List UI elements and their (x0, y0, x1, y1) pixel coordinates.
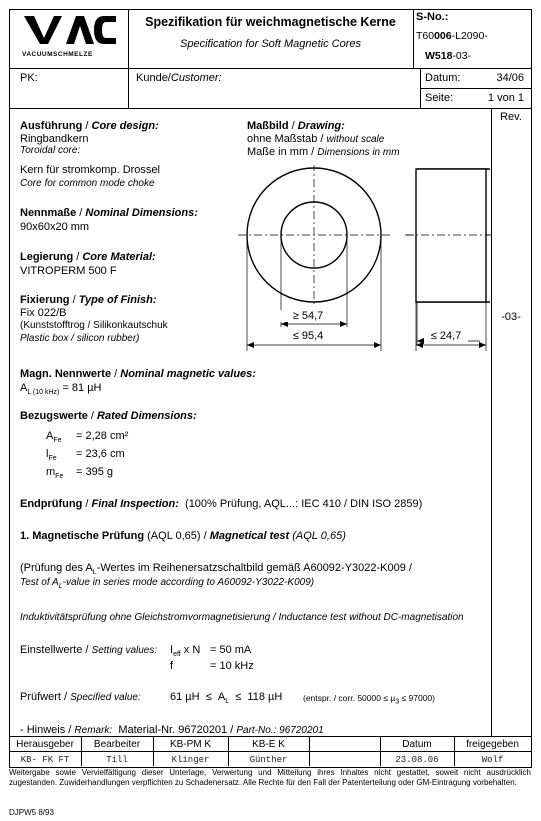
nominal-dimensions: Nennmaße / Nominal Dimensions: 90x60x20 mm (20, 207, 198, 233)
vac-logo-mark (22, 14, 118, 46)
magnetic-test-line2: Test of $A_L$-value in series mode according to A60092-Y3022-K009) (20, 577, 315, 590)
type-of-finish: Fixierung / Type of Finish: Fix 022/B (Kunststofftrog / Silikonkautschuk Plastic box / silicon rubber) (20, 294, 168, 344)
sno-line2: W518-03- (425, 50, 472, 62)
footer-value-kbek: Günther (249, 755, 288, 765)
core-usage: Kern für stromkomp. Drossel Core for common mode choke (20, 164, 160, 189)
inductance-test-note: Induktivitätsprüfung ohne Gleichstromvormagnetisierung / Inductance test without DC-magnetisation (20, 612, 464, 623)
setting-current: $I_{eff}$ x N (170, 644, 201, 659)
core-material: Legierung / Core Material: VITROPERM 500 F (20, 251, 156, 277)
seite-label: Seite: (425, 92, 454, 104)
drawing-header: Maßbild / Drawing: ohne Maßstab / without scale Maße in mm / Dimensions in mm (247, 120, 400, 158)
customer-label: Kunde/Customer: (136, 72, 222, 84)
vac-logo (22, 14, 118, 60)
core-side-drawing (405, 165, 491, 355)
dim-inner-label: ≥ 54,7 (278, 310, 338, 322)
specified-value-range: 61 $\mu H \le A_L \le 118$ µH (170, 691, 283, 706)
rated-row-mfe-value: = 395 g (76, 466, 114, 478)
magnetic-test-line1: (Prüfung des $A_L$-Wertes im Reihenersatzschaltbild gemäß A60092-Y3022-K009 / (20, 562, 412, 577)
seite-value: 1 von 1 (487, 92, 524, 104)
footer-value-herausgeber: KB- FK FT (20, 755, 70, 765)
footer-value-datum: 23.08.06 (395, 755, 439, 765)
footer-header-datum: Datum (402, 739, 432, 750)
footer-header-freigegeben: freigegeben (466, 739, 519, 750)
footer-header-kbek: KB-E K (252, 739, 285, 750)
footer-header-herausgeber: Herausgeber (16, 739, 74, 750)
core-design: Ausführung / Core design: Ringbandkern Toroidal core: (20, 120, 159, 156)
setting-frequency: f (170, 660, 174, 672)
rev-value: -03- (501, 311, 521, 323)
legal-disclaimer: Weitergabe sowie Vervielfältigung dieser Unterlage, Verwertung und Mitteilung ihres Inhaltes nicht gestattet, soweit nicht ausdrücklich zugestanden. Zuwiderhandlungen verpflichten zu Schadenersatz. Alle Rechte für den Fall der Patenterteilung oder GM-Eintragung vorbehalten. (9, 768, 531, 787)
vac-logo-subtitle: VACUUMSCHMELZE (22, 51, 93, 58)
specified-value-note: (entspr. / corr. 50000 ≤ µ$_3$ ≤ 97000) (303, 693, 436, 706)
footer-value-bearbeiter: Till (106, 755, 128, 765)
sno-label: S-No.: (416, 11, 449, 23)
setting-frequency-value: = 10 kHz (210, 660, 254, 672)
rated-row-mfe: $m_{Fe}$ (46, 466, 64, 481)
nominal-magnetic-values: Magn. Nennwerte / Nominal magnetic values: $A_{L (10 kHz)} = 81$ µH (20, 368, 256, 397)
rated-dimensions: Bezugswerte / Rated Dimensions: (20, 410, 197, 422)
rated-row-lfe: $l_{Fe}$ (46, 448, 57, 463)
dim-outer-label: ≤ 95,4 (278, 330, 338, 342)
specified-value-label: Prüfwert / Specified value: (20, 691, 141, 703)
datum-label: Datum: (425, 72, 461, 84)
sno-line1: T60006-L2090- (416, 30, 488, 42)
footer-value-freigegeben: Wolf (481, 755, 504, 765)
footer-header-kbpmk: KB-PM K (169, 739, 212, 750)
form-number: DJPW5 8/93 (9, 808, 54, 817)
dim-height-label: ≤ 24,7 (424, 330, 468, 342)
title-de: Spezifikation für weichmagnetische Kerne (145, 15, 396, 29)
final-inspection: Endprüfung / Final Inspection: (100% Prüfung, AQL...: IEC 410 / DIN ISO 2859) (20, 498, 423, 510)
rated-row-afe: $A_{Fe}$ (46, 430, 62, 445)
rated-row-afe-value: = 2,28 cm² (76, 430, 129, 442)
rated-row-lfe-value: = 23,6 cm (76, 448, 125, 460)
setting-current-value: = 50 mA (210, 644, 252, 656)
remark: - Hinweis / Remark: Material-Nr. 96720201 / Part-No.: 96720201 (20, 724, 324, 736)
footer-value-kbpmk: Klinger (171, 755, 210, 765)
magnetic-test-heading: 1. Magnetische Prüfung (AQL 0,65) / Magnetical test (AQL 0,65) (20, 530, 346, 542)
setting-values-label: Einstellwerte / Setting values: (20, 644, 158, 656)
title-en: Specification for Soft Magnetic Cores (180, 38, 361, 50)
datum-value: 34/06 (496, 72, 524, 84)
rev-label: Rev. (500, 111, 522, 123)
footer-header-bearbeiter: Bearbeiter (93, 739, 141, 750)
pk-label: PK: (20, 72, 38, 84)
